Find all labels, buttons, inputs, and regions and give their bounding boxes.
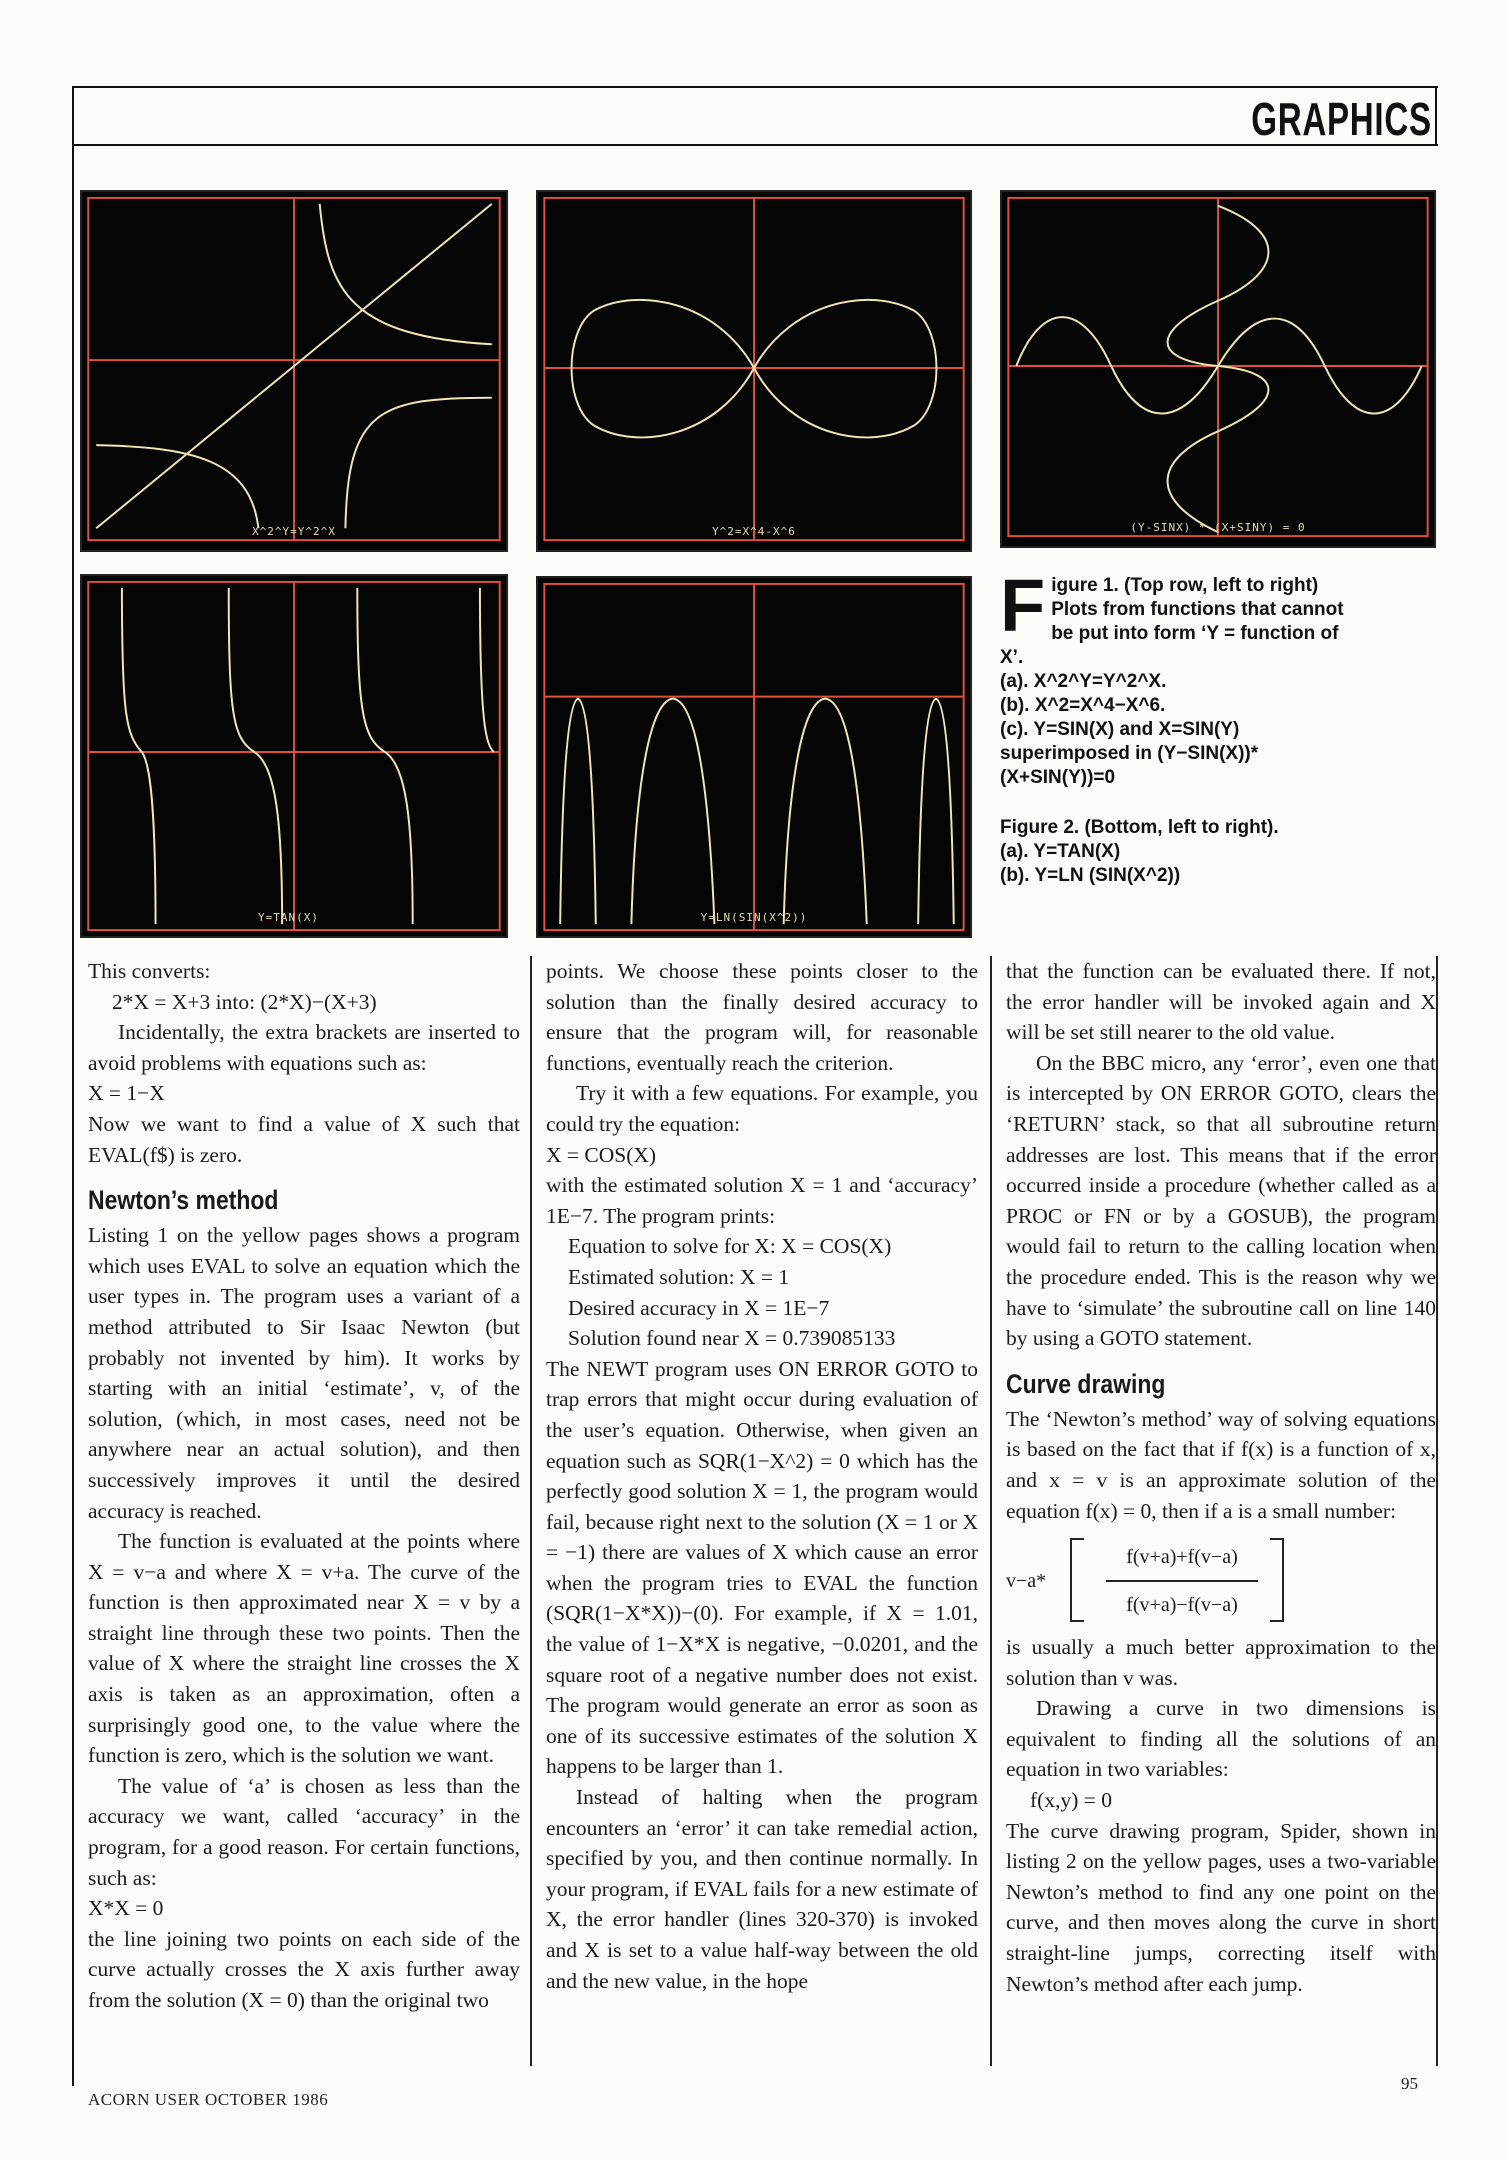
column-rule	[530, 956, 532, 2066]
figure-2a-plot	[80, 574, 508, 938]
column-rule	[990, 956, 992, 2066]
caption-fig2-b: (b). Y=LN (SIN(X^2))	[1000, 865, 1181, 886]
paragraph: Listing 1 on the yellow pages shows a program which uses EVAL to solve an equation which the user types in. The program uses a variant of a method attributed to Sir Isaac Newton (but probably not invented by him). It works by starting with an initial ‘estimate’, v, of the solution, (which, in most cases, need not be anywhere near an actual solution), and then successively improves it until the desired accuracy is reached.	[88, 1223, 520, 1523]
article-column-2	[546, 956, 978, 1996]
tan-branch-3	[357, 588, 412, 924]
ln-arch-3	[784, 699, 867, 924]
equation: f(x,y) = 0	[1030, 1788, 1112, 1813]
figure-2b-label: Y=LN(SIN(X^2))	[700, 911, 808, 924]
formula-right-bracket	[1270, 1538, 1284, 1622]
curve-lower-right	[345, 398, 491, 529]
paragraph: Instead of halting when the program encounters an ‘error’ it can take remedial action, specified by you, and then continue normally. In your program, if EVAL fails for a new estimate of X, the error handler (lines 320-370) is invoked and X is set to a value half-way between the old and the new value, in the hope	[546, 1785, 978, 1993]
footer-publication: ACORN USER OCTOBER 1986	[88, 2090, 329, 2109]
article-column-3	[1006, 956, 1436, 1999]
figure-1b-label: Y^2=X^4-X^6	[712, 525, 796, 538]
article-column-1	[88, 956, 520, 2016]
newton-formula	[1006, 1532, 1436, 1628]
paragraph: Now we want to find a value of X such that EVAL(f$) is zero.	[88, 1111, 520, 1167]
caption-fig1-lead: igure 1. (Top row, left to right) Plots from functions that cannot be put into form ‘Y = function of X’.	[1000, 575, 1344, 668]
column-rule	[1436, 956, 1438, 2066]
paragraph: On the BBC micro, any ‘error’, even one that is intercepted by ON ERROR GOTO, clears the ‘RETURN’ stack, so that all subroutine return addresses are lost. This means that if the error occurred inside a procedure (whether called as a PROC or FN or by a GOSUB), the program would fail to return to the calling location when the procedure ended. This is the reason why we have to ‘simulate’ the subroutine call on line 140 by using a GOTO statement.	[1006, 1050, 1436, 1351]
paragraph: is usually a much better approximation to the solution than v was.	[1006, 1635, 1436, 1690]
figure-1a-label: X^2^Y=Y^2^X	[252, 525, 336, 538]
figure-1a-plot	[80, 190, 508, 552]
figure-1c-label: (Y-SINX) * (X+SINY) = 0	[1130, 521, 1306, 534]
caption-fig2-a: (a). Y=TAN(X)	[1000, 841, 1121, 862]
figure-2b-plot	[536, 576, 972, 938]
program-output-line: Estimated solution: X = 1	[568, 1264, 790, 1289]
equation: X = 1−X	[88, 1081, 165, 1106]
ln-arch-2	[631, 699, 714, 924]
formula-denominator: f(v+a)−f(v−a)	[1126, 1594, 1238, 1617]
figure-2a-label: Y=TAN(X)	[258, 911, 319, 924]
figure-2a-graph	[82, 576, 506, 936]
tan-branch-4	[480, 588, 494, 752]
paragraph: that the function can be evaluated there. If not, the error handler will be invoked again and X will be set still nearer to the old value.	[1006, 959, 1436, 1045]
formula-fraction-bar	[1106, 1580, 1258, 1582]
curve-lower-left	[96, 445, 258, 528]
section-heading: Curve drawing	[1006, 1368, 1166, 1399]
header-box-edge	[1435, 86, 1437, 146]
formula-left-bracket	[1070, 1538, 1084, 1622]
figure-1b-graph	[538, 192, 970, 550]
page-number: 95	[1401, 2074, 1418, 2093]
figure-1b-plot	[536, 190, 972, 552]
figure-1c-graph	[1002, 192, 1434, 546]
paragraph: with the estimated solution X = 1 and ‘accuracy’ 1E−7. The program prints:	[546, 1173, 978, 1228]
paragraph: Try it with a few equations. For example, you could try the equation:	[546, 1081, 978, 1136]
header-rule	[72, 144, 1438, 146]
caption-fig1-a: (a). X^2^Y=Y^2^X.	[1000, 671, 1167, 692]
paragraph: the line joining two points on each side of the curve actually crosses the X axis further away from the solution (X = 0) than the original two	[88, 1926, 520, 2012]
figure-caption	[1000, 564, 1360, 888]
caption-fig1-c: (c). Y=SIN(X) and X=SIN(Y) superimposed in (Y−SIN(X))* (X+SIN(Y))=0	[1000, 719, 1259, 788]
program-output-line: Equation to solve for X: X = COS(X)	[568, 1234, 892, 1259]
program-output-line: Desired accuracy in X = 1E−7	[568, 1295, 830, 1320]
section-title: GRAPHICS	[1251, 93, 1432, 145]
program-output-line: Solution found near X = 0.739085133	[568, 1326, 896, 1351]
equation: X = COS(X)	[546, 1142, 657, 1167]
paragraph: The function is evaluated at the points where X = v−a and where X = v+a. The curve of the function is then approximated near X = v by a straight line through these two points. Then the value of X where the straight line crosses the X axis is taken as an approximation, often a surprisingly good one, to the value where the function is zero, which is the solution we want.	[88, 1529, 520, 1768]
tan-branch-1	[122, 588, 156, 924]
figure-2b-graph	[538, 578, 970, 936]
figure-1c-plot	[1000, 190, 1436, 548]
caption-fig2-lead: Figure 2. (Bottom, left to right).	[1000, 817, 1279, 838]
ln-arch-1	[560, 699, 596, 924]
paragraph: The NEWT program uses ON ERROR GOTO to trap errors that might occur during evaluation of the user’s equation. Otherwise, when given an equation such as SQR(1−X^2) = 0 which has the perfectly good solution X = 1, the program would fail, because right next to the solution (X = 1 or X = −1) there are values of X which cause an error when the program tries to EVAL the function (SQR(1−X*X))−(0). For example, if X = 1.01, the value of 1−X*X is negative, −0.0201, and the square root of a negative number does not exist. The program would generate an error as soon as one of its successive estimates of the solution X happens to be larger than 1.	[546, 1356, 978, 1779]
paragraph: The ‘Newton’s method’ way of solving equations is based on the fact that if f(x) is a function of x, and x = v is an approximate solution of the equation f(x) = 0, then if a is a small number:	[1006, 1406, 1436, 1523]
formula-lhs: v−a*	[1006, 1570, 1047, 1593]
section-heading: Newton’s method	[88, 1185, 279, 1216]
paragraph: The value of ‘a’ is chosen as less than the accuracy we want, called ‘accuracy’ in the program, for a good reason. For certain functions, such as:	[88, 1773, 520, 1890]
paragraph: The curve drawing program, Spider, shown in listing 2 on the yellow pages, uses a two-variable Newton’s method to find any one point on the curve, and then moves along the curve in short straight-line jumps, correcting itself with Newton’s method after each jump.	[1006, 1818, 1436, 1996]
figure-1a-graph	[82, 192, 506, 550]
caption-fig1-b: (b). X^2=X^4−X^6.	[1000, 695, 1166, 716]
paragraph: Drawing a curve in two dimensions is equivalent to finding all the solutions of an equation in two variables:	[1006, 1696, 1436, 1782]
equation: X*X = 0	[88, 1896, 164, 1921]
caption-dropcap: F	[1000, 564, 1046, 647]
paragraph: This converts:	[88, 959, 211, 983]
formula-numerator: f(v+a)+f(v−a)	[1126, 1546, 1238, 1569]
tan-branch-2	[229, 588, 282, 924]
ln-arch-4	[918, 699, 954, 924]
paragraph: points. We choose these points closer to the solution than the finally desired accuracy to ensure that the program will, for reasonable functions, eventually reach the criterion.	[546, 959, 978, 1075]
paragraph: Incidentally, the extra brackets are inserted to avoid problems with equations such as:	[88, 1020, 520, 1075]
equation: 2*X = X+3 into: (2*X)−(X+3)	[112, 989, 377, 1014]
